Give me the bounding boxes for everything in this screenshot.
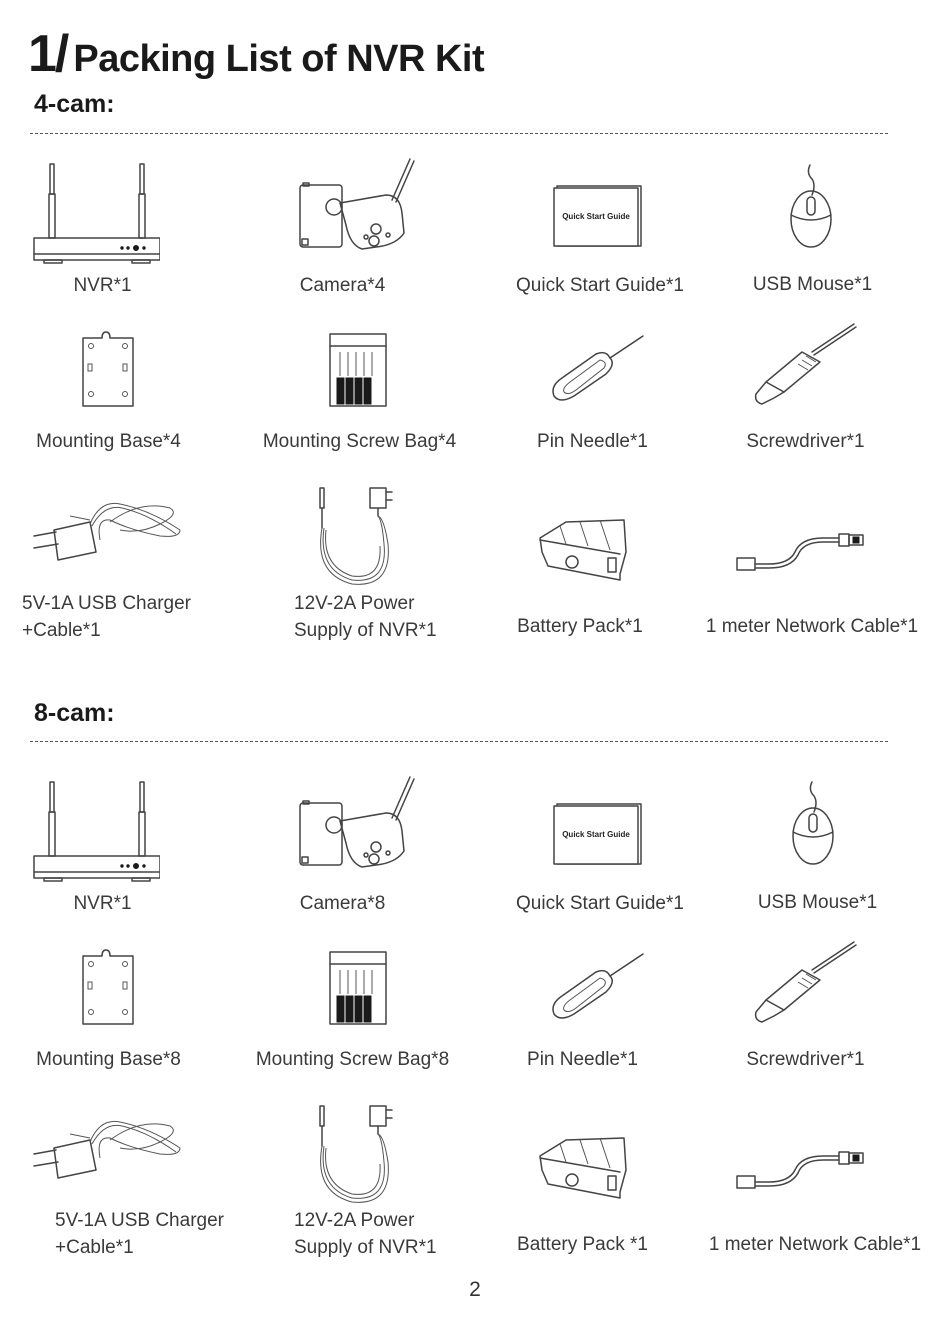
power-supply-icon xyxy=(312,484,402,586)
screwdriver-icon xyxy=(750,322,860,408)
nvr-icon xyxy=(30,776,160,884)
item-label: Quick Start Guide*1 xyxy=(516,893,684,914)
guide-cover-text: Quick Start Guide xyxy=(562,830,630,839)
item-label: 1 meter Network Cable*1 xyxy=(705,616,919,637)
network-cable-icon xyxy=(735,1146,865,1196)
usb-charger-icon xyxy=(30,1108,185,1180)
screw-bag-icon xyxy=(328,332,388,408)
mounting-base-icon xyxy=(78,330,138,410)
item-label: Mounting Screw Bag*4 xyxy=(262,431,457,452)
guide-cover-text: Quick Start Guide xyxy=(562,212,630,221)
section-divider xyxy=(30,741,888,742)
item-label: 5V-1A USB Charger +Cable*1 xyxy=(22,593,191,641)
item-label: Screwdriver*1 xyxy=(746,1049,865,1070)
section-divider xyxy=(30,133,888,134)
section-heading-8cam: 8-cam: xyxy=(34,699,115,727)
item-label: NVR*1 xyxy=(73,275,132,296)
battery-pack-icon xyxy=(538,1136,630,1202)
item-label: Mounting Base*4 xyxy=(36,431,181,452)
pin-needle-icon xyxy=(550,952,646,1022)
usb-mouse-icon xyxy=(786,163,836,249)
title-number: 1/ xyxy=(28,25,68,83)
item-label: Screwdriver*1 xyxy=(746,431,865,452)
item-label: Camera*4 xyxy=(299,275,386,296)
item-label: NVR*1 xyxy=(73,893,132,914)
item-label: 1 meter Network Cable*1 xyxy=(708,1234,922,1255)
item-label: Camera*8 xyxy=(299,893,386,914)
network-cable-icon xyxy=(735,528,865,578)
quick-start-guide-icon xyxy=(553,182,645,248)
item-label: Battery Pack *1 xyxy=(517,1234,648,1255)
usb-charger-icon xyxy=(30,490,185,562)
screwdriver-icon xyxy=(750,940,860,1026)
page-number: 2 xyxy=(469,1278,481,1301)
title-text: Packing List of NVR Kit xyxy=(73,38,485,80)
battery-pack-icon xyxy=(538,518,630,584)
item-label: 12V-2A Power Supply of NVR*1 xyxy=(294,1210,437,1258)
quick-start-guide-icon xyxy=(553,800,645,866)
mounting-base-icon xyxy=(78,948,138,1028)
item-label: Battery Pack*1 xyxy=(517,616,643,637)
page-title xyxy=(28,24,484,84)
item-label: Quick Start Guide*1 xyxy=(516,275,684,296)
nvr-icon xyxy=(30,158,160,266)
item-label: USB Mouse*1 xyxy=(752,274,873,295)
item-label: Pin Needle*1 xyxy=(527,1049,638,1070)
camera-icon xyxy=(296,155,421,251)
item-label: Mounting Screw Bag*8 xyxy=(255,1049,450,1070)
item-label: Mounting Base*8 xyxy=(36,1049,181,1070)
item-label: 5V-1A USB Charger +Cable*1 xyxy=(55,1210,224,1258)
camera-icon xyxy=(296,773,421,869)
screw-bag-icon xyxy=(328,950,388,1026)
item-label: Pin Needle*1 xyxy=(537,431,648,452)
power-supply-icon xyxy=(312,1102,402,1204)
section-heading-4cam: 4-cam: xyxy=(34,90,115,118)
item-label: 12V-2A Power Supply of NVR*1 xyxy=(294,593,437,641)
pin-needle-icon xyxy=(550,334,646,404)
usb-mouse-icon xyxy=(788,780,838,866)
item-label: USB Mouse*1 xyxy=(757,892,878,913)
